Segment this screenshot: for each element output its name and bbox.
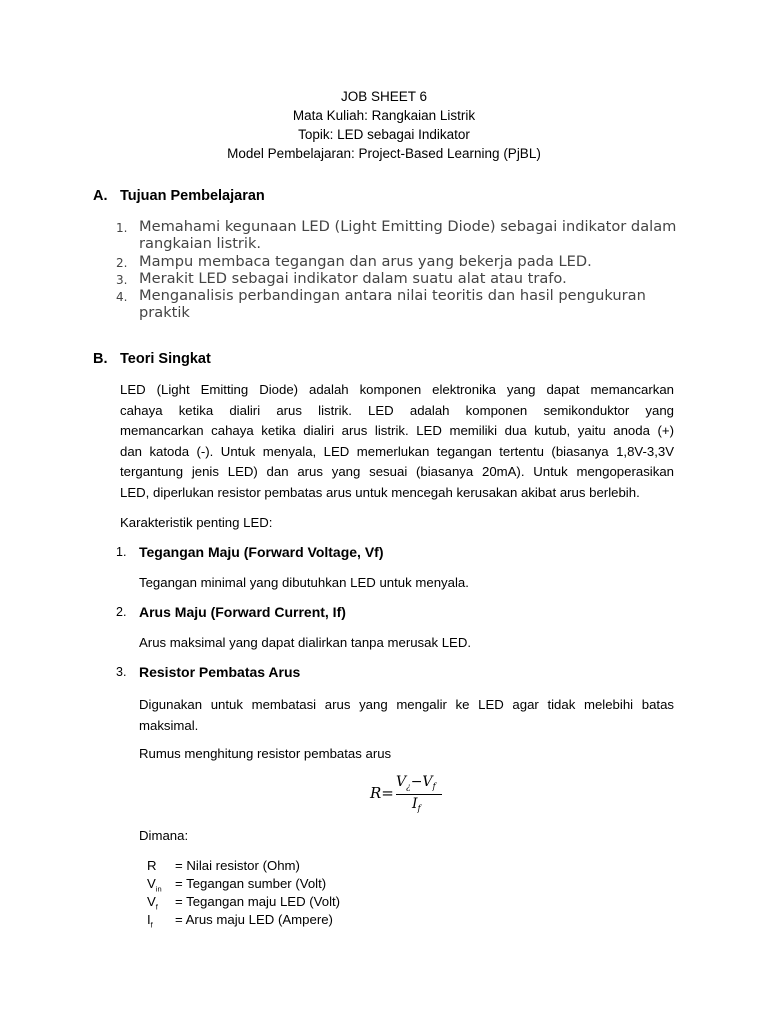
- resistor-formula: [370, 772, 460, 822]
- document-header: [0, 87, 768, 163]
- formula-denominator: $I_f$: [412, 796, 421, 814]
- formula-numerator: $V_¿-V_f$: [396, 774, 436, 792]
- section-a-title: Tujuan Pembelajaran: [120, 188, 265, 204]
- definition-row: $I_f$ = Arus maju LED (Ampere): [147, 912, 333, 930]
- topic: Topik: LED sebagai Indikator: [298, 127, 470, 142]
- characteristic-description: Tegangan minimal yang dibutuhkan LED untuk menyala.: [139, 575, 469, 590]
- learning-model: Model Pembelajaran: Project-Based Learning (PjBL): [227, 146, 541, 161]
- characteristics-intro: Karakteristik penting LED:: [120, 515, 273, 530]
- document-page: JOB SHEET 6 Mata Kuliah: Rangkaian Listrik Topik: LED sebagai Indikator Model Pembelajaran: Project-Based Learning (PjBL) A. Tujuan Pembelajaran 1. Memahami kegunaan LED (Light Emitting Diode) sebagai indikator dalam rangkaian listrik. 2. Mampu membaca tegangan dan arus yang bekerja pada LED. 3. Merakit LED sebagai indikator dalam suatu alat atau trafo. 4. Menganalisis perbandingan antara nilai teoritis dan hasil pengukuran praktik B. Teori Singkat LED (Light Emitting Diode) adalah komponen elektronika yang dapat memancarkan cahaya ketika dialiri arus listrik. LED adalah komponen semikonduktor yang memancarkan cahaya ketika dialiri arus listrik. LED memiliki dua kutub, yaitu anoda (+) dan katoda (-). Untuk menyala, LED memerlukan tegangan tertentu (biasanya 1,8V-3,3V tergantung jenis LED) dan arus yang sesuai (biasanya 20mA). Untuk mengoperasikan LED, diperlukan resistor pembatas arus untuk mencegah kerusakan akibat arus berlebih. Karakteristik penting LED: 1. Tegangan Maju (Forward Voltage, Vf) Tegangan minimal yang dibutuhkan LED untuk menyala. 2. Arus Maju (Forward Current, If) Arus maksimal yang dapat dialirkan tanpa merusak LED. 3. Resistor Pembatas Arus Digunakan untuk membatasi arus yang mengalir ke LED agar tidak melebihi batas maksimal. Rumus menghitung resistor pembatas arus R= $V_¿-V_f$ $I_f$ Dimana: R = Nilai resistor (Ohm) $V_{in}$ = Tegangan sumber (Volt) $V_f$ = Tegangan maju LED (Volt) $I_f$ = Arus maju LED (Ampere): [0, 0, 768, 1024]
- definition-row: R = Nilai resistor (Ohm): [147, 858, 300, 873]
- section-b-letter: B.: [93, 351, 108, 367]
- where-label: Dimana:: [139, 828, 189, 843]
- section-a-letter: A.: [93, 188, 108, 204]
- formula-intro: Rumus menghitung resistor pembatas arus: [139, 746, 392, 761]
- definition-row: $V_f$ = Tegangan maju LED (Volt): [147, 894, 341, 912]
- characteristic-description: Digunakan untuk membatasi arus yang mengalir ke LED agar tidak melebihi batas maksimal.: [139, 697, 674, 733]
- characteristic-description: Arus maksimal yang dapat dialirkan tanpa merusak LED.: [139, 635, 472, 650]
- definition-row: $V_{in}$ = Tegangan sumber (Volt): [147, 876, 327, 894]
- formula-lhs: R=: [370, 784, 394, 802]
- section-b-title: Teori Singkat: [120, 351, 211, 367]
- course-name: Mata Kuliah: Rangkaian Listrik: [292, 108, 476, 123]
- fraction-bar: [396, 794, 442, 795]
- job-sheet-title: JOB SHEET 6: [340, 89, 428, 104]
- theory-paragraph: LED (Light Emitting Diode) adalah komponen elektronika yang dapat memancarkan cahaya ketika dialiri arus listrik. LED adalah komponen semikonduktor yang memancarkan cahaya ketika dialiri arus listrik. LED memiliki dua kutub, yaitu anoda (+) dan katoda (-). Untuk menyala, LED memerlukan tegangan tertentu (biasanya 1,8V-3,3V tergantung jenis LED) dan arus yang sesuai (biasanya 20mA). Untuk mengoperasikan LED, diperlukan resistor pembatas arus untuk mencegah kerusakan akibat arus berlebih.: [120, 382, 674, 500]
